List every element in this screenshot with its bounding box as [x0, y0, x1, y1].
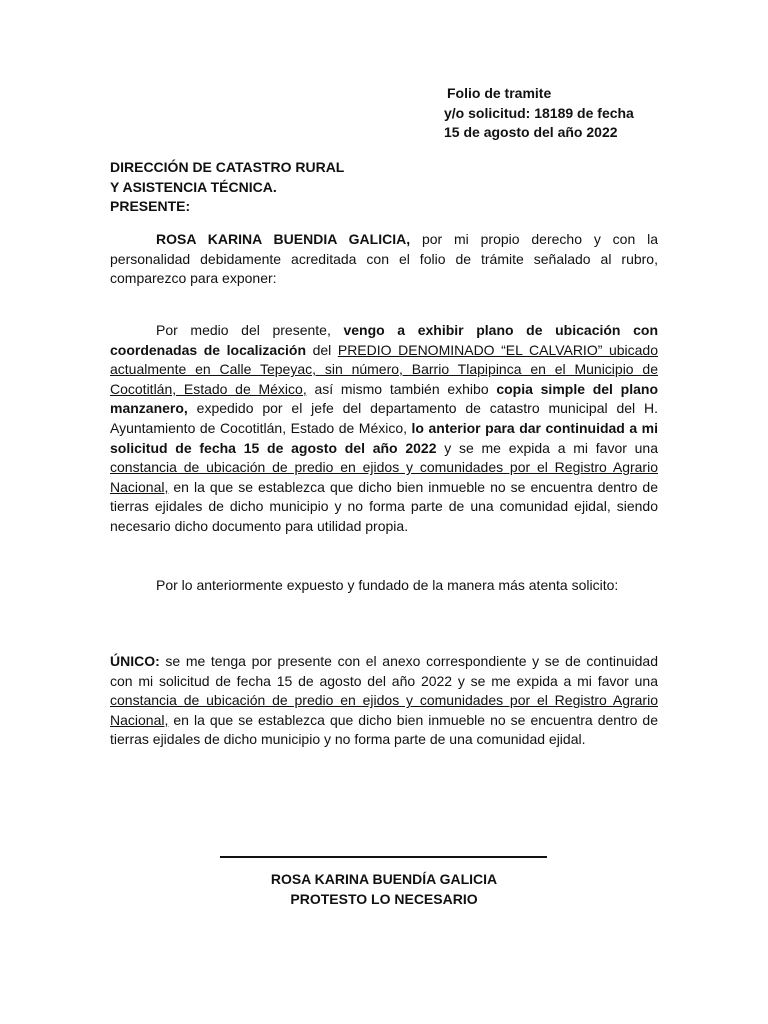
unico-constancia-reference: constancia de ubicación de predio en ejidos y comunidades por el Registro Agrario Nacional,: [110, 692, 658, 728]
signature-name: ROSA KARINA BUENDÍA GALICIA: [270, 871, 498, 887]
unico-label: ÚNICO:: [110, 653, 160, 669]
signature-closing: PROTESTO LO NECESARIO: [290, 890, 478, 907]
folio-line-2: y/o solicitud: 18189 de fecha: [444, 104, 634, 121]
exhibit-bold-2: copia simple del plano manzanero,: [110, 380, 659, 417]
exhibit-text-4: expedido por el jefe del departamento de catastro municipal del H. Ayuntamiento de Cocotitlán, Estado de México,: [110, 400, 658, 436]
exhibit-text-5: y se me expida a mi favor una: [436, 439, 658, 456]
addressee-line-2: Y ASISTENCIA TÉCNICA.: [110, 178, 277, 195]
constancia-reference: constancia de ubicación de predio en ejidos y comunidades por el Registro Agrario Nacional,: [110, 459, 658, 495]
folio-line-3: 15 de agosto del año 2022: [444, 124, 618, 140]
signature-line: [220, 856, 547, 858]
applicant-name: ROSA KARINA BUENDIA GALICIA,: [156, 231, 411, 247]
folio-line-1: Folio de tramite: [447, 85, 552, 101]
addressee-block: [110, 158, 510, 217]
unico-text-2: en la que se establezca que dicho bien inmueble no se encuentra dentro de tierras ejidales de dicho municipio y no forma parte de una comunidad ejidal.: [110, 711, 658, 748]
paragraph-exhibit: [110, 321, 658, 537]
exhibit-bold-1: vengo a exhibir plano de ubicación con coordenadas de localización: [110, 322, 658, 358]
intro-text: por mi propio derecho y con la personalidad debidamente acreditada con el folio de trámite señalado al rubro, comparezco para exponer:: [110, 231, 658, 287]
unico-text-1: se me tenga por presente con el anexo correspondiente y se de continuidad con mi solicitud de fecha 15 de agosto del año 2022 y se me expida a mi favor una: [110, 653, 658, 689]
paragraph-request-intro: [110, 576, 658, 596]
exhibit-text-3: así mismo también exhibo: [306, 380, 497, 397]
exhibit-bold-3: lo anterior para dar continuidad a mi solicitud de fecha 15 de agosto del año 2022: [110, 419, 658, 456]
signature-block: [110, 870, 658, 909]
property-location: PREDIO DENOMINADO “EL CALVARIO” ubicado actualmente en Calle Tepeyac, sin número, Barrio Tlapipinca en el Municipio de Cocotitlán, Estado de México,: [110, 341, 658, 397]
addressee-line-1: DIRECCIÓN DE CATASTRO RURAL: [110, 159, 345, 175]
paragraph-introduction: [110, 230, 658, 289]
folio-block: [444, 84, 704, 143]
request-intro-text: Por lo anteriormente expuesto y fundado de la manera más atenta solicito:: [156, 577, 619, 593]
paragraph-unico: [110, 652, 658, 750]
exhibit-text-2: del: [306, 341, 338, 358]
addressee-line-3: PRESENTE:: [110, 198, 191, 214]
exhibit-text-1: Por medio del presente,: [156, 322, 344, 338]
exhibit-text-6: en la que se establezca que dicho bien inmueble no se encuentra dentro de tierras ejidales de dicho municipio y no forma parte de una comunidad ejidal, siendo necesario dicho documento para utilidad propia.: [110, 478, 658, 534]
